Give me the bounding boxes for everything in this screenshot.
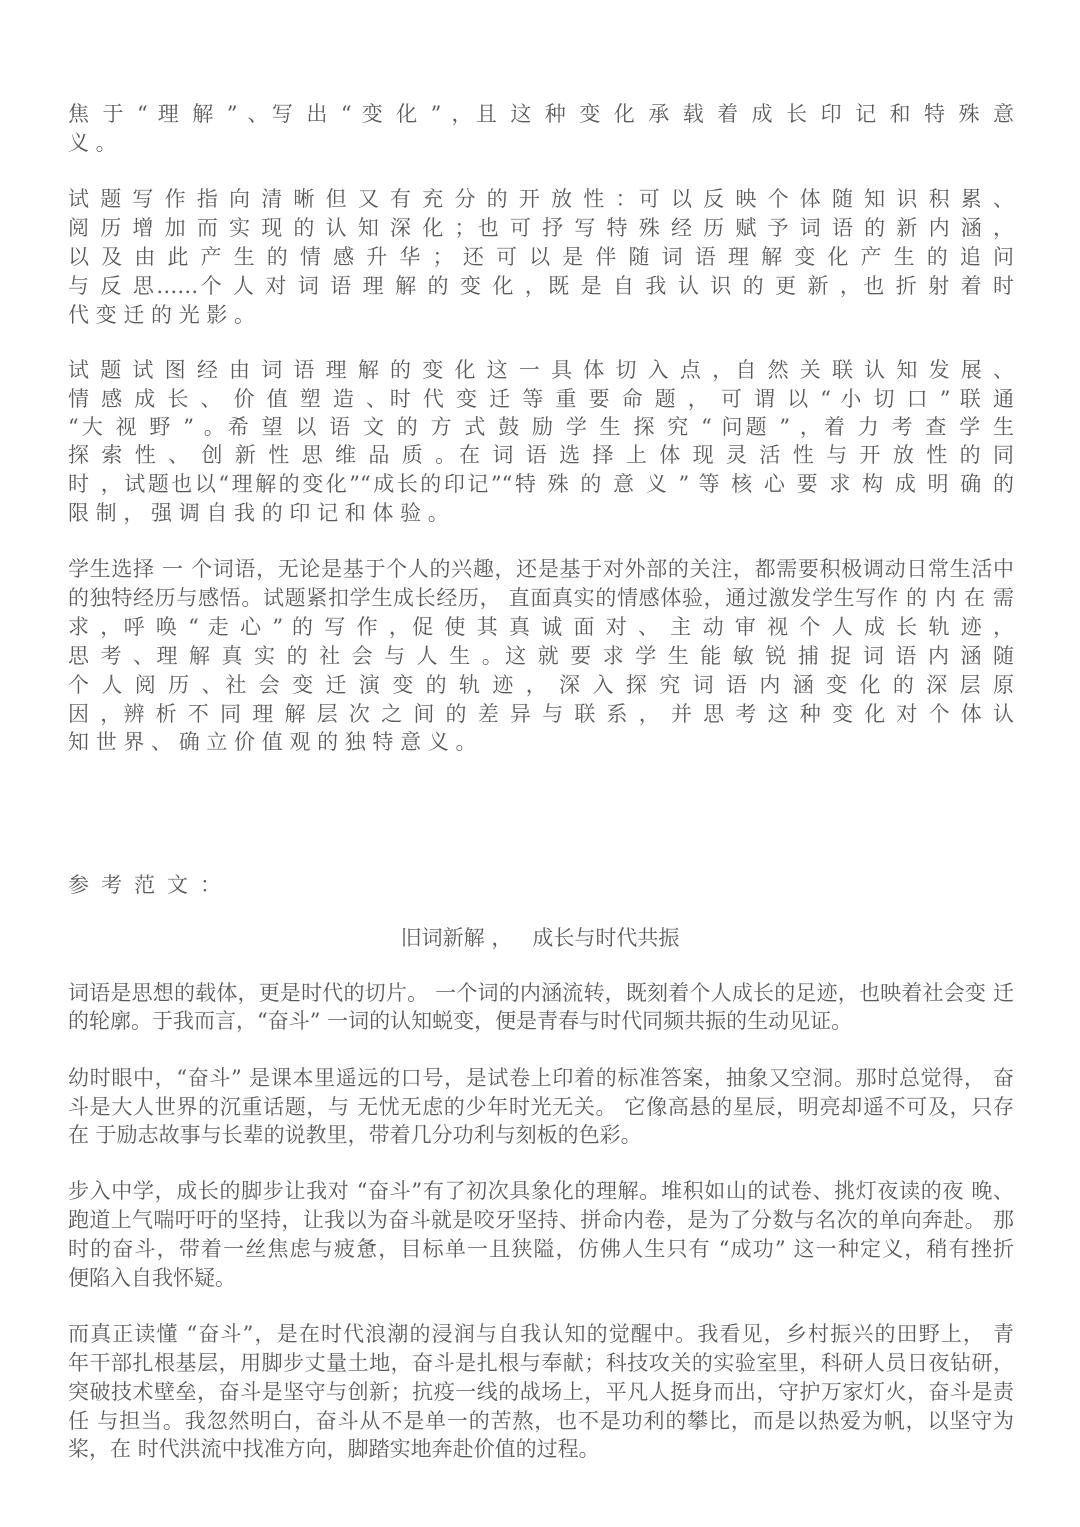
essay-line: 词语是思想的载体，更是时代的切片。 一个词的内涵流转，既刻着个人成长的足迹，也映着社会变 迁 [68,981,1014,1005]
paragraph-line: 试 题 试 图 经 由 词 语 理 解 的 变 化 这 一 具 体 切 入 点 ，自 然 关 联 认 知 发 展 、 [68,358,1014,382]
essay-line: 任 与担当。我忽然明白，奋斗从不是单一的苦熬，也不是功利的攀比，而是以热爱为帆，以坚守为 [68,1409,1014,1433]
paragraph-line: 以 及 由 此 产 生 的 情 感 升 华 ； 还 可 以 是 伴 随 词 语 理 解 变 化 产 生 的 追 问 [68,245,1014,269]
essay-line: 桨，在 时代洪流中找准方向，脚踏实地奔赴价值的过程。 [68,1437,600,1461]
paragraph-line: 阅 历 增 加 而 实 现 的 认 知 深 化 ；也 可 抒 写 特 殊 经 历 赋 予 词 语 的 新 内 涵 ， [68,216,1014,240]
essay-line: 便陷入自我怀疑。 [68,1266,236,1290]
paragraph-line: 限 制 ， 强 调 自 我 的 印 记 和 体 验 。 [68,501,449,525]
paragraph-line: 学生选择 一 个词语，无论是基于个人的兴趣，还是基于对外部的关注，都需要积极调动日常生活中 [68,557,1014,581]
paragraph-line: 思 考 、理 解 真 实 的 社 会 与 人 生 。这 就 要 求 学 生 能 敏 锐 捕 捉 词 语 内 涵 随 [68,644,1014,668]
essay-line: 而真正读懂 “奋斗”，是在时代浪潮的浸润与自我认知的觉醒中。我看见，乡村振兴的田野上， 青 [68,1322,1014,1346]
essay-line: 跑道上气喘吁吁的坚持，让我以为奋斗就是咬牙坚持、拼命内卷，是为了分数与名次的单向奔赴。 那 [68,1208,1014,1232]
paragraph-line: 求 ，呼 唤 “ 走 心 ” 的 写 作 ，促 使 其 真 诚 面 对 、 主 动 审 视 个 人 成 长 轨 迹 ， [68,615,1014,639]
paragraph-line: 情 感 成 长 、 价 值 塑 造 、时 代 变 迁 等 重 要 命 题 ， 可 谓 以 “ 小 切 口 ” 联 通 [68,387,1014,411]
sample-essay-label: 参考范文： [68,873,233,897]
essay-line: 在 于励志故事与长辈的说教里，带着几分功利与刻板的色彩。 [68,1123,642,1147]
paragraph-line: 知 世 界 、 确 立 价 值 观 的 独 特 意 义 。 [68,730,477,754]
essay-line: 突破技术壁垒，奋斗是坚守与创新；抗疫一线的战场上，平凡人挺身而出，守护万家灯火，奋斗是责 [68,1380,1014,1404]
paragraph-line: 因 ，辨 析 不 同 理 解 层 次 之 间 的 差 异 与 联 系 ， 并 思 考 这 种 变 化 对 个 体 认 [68,702,1014,726]
essay-line: 斗是大人世界的沉重话题，与 无忧无虑的少年时光无关。 它像高悬的星辰，明亮却遥不可及，只存 [68,1095,1014,1119]
paragraph-line: 的独特经历与感悟。试题紧扣学生成长经历， 直面真实的情感体验，通过激发学生写作 的 内 在 需 [68,586,1014,610]
essay-line: 时的奋斗，带着一丝焦虑与疲惫，目标单一且狭隘，仿佛人生只有 “成功” 这一种定义，稍有挫折 [68,1237,1014,1261]
essay-line: 年干部扎根基层，用脚步丈量土地，奋斗是扎根与奉献；科技攻关的实验室里，科研人员日夜钻研， [68,1351,1014,1375]
paragraph-line: 个 人 阅 历 、社 会 变 迁 演 变 的 轨 迹 ， 深 入 探 究 词 语 内 涵 变 化 的 深 层 原 [68,673,1014,697]
paragraph-line: 义 。 [68,131,117,155]
paragraph-line: 探 索 性 、 创 新 性 思 维 品 质 。在 词 语 选 择 上 体 现 灵 活 性 与 开 放 性 的 同 [68,443,1014,467]
essay-line: 的轮廓。于我而言，“奋斗” 一词的认知蜕变，便是青春与时代同频共振的生动见证。 [68,1009,853,1033]
essay-title: 旧词新解 ， 成长与时代共振 [400,926,680,950]
paragraph-line: 时 ，试题也以“理解的变化”“成长的印记”“特 殊 的 意 义 ” 等 核 心 要 求 构 成 明 确 的 [68,472,1014,496]
essay-line: 幼时眼中，“奋斗” 是课本里遥远的口号，是试卷上印着的标准答案，抽象又空洞。那时总觉得， 奋 [68,1066,1014,1090]
paragraph-line: 试 题 写 作 指 向 清 晰 但 又 有 充 分 的 开 放 性 ：可 以 反 映 个 体 随 知 识 积 累 、 [68,187,1014,211]
paragraph-line: “大 视 野 ” 。希 望 以 语 文 的 方 式 鼓 励 学 生 探 究 “ 问题 ” ，着 力 考 查 学 生 [68,415,1014,439]
paragraph-line: 代 变 迁 的 光 影 。 [68,303,256,327]
paragraph-line: 与 反 思……个 人 对 词 语 理 解 的 变 化 ，既 是 自 我 认 识 的 更 新 ，也 折 射 着 时 [68,274,1014,298]
paragraph-line: 焦 于 “ 理 解 ” 、写 出 “ 变 化 ” ，且 这 种 变 化 承 载 着 成 长 印 记 和 特 殊 意 [68,102,1014,126]
essay-line: 步入中学，成长的脚步让我对 “奋斗”有了初次具象化的理解。堆积如山的试卷、挑灯夜读的夜 晚、 [68,1179,1014,1203]
